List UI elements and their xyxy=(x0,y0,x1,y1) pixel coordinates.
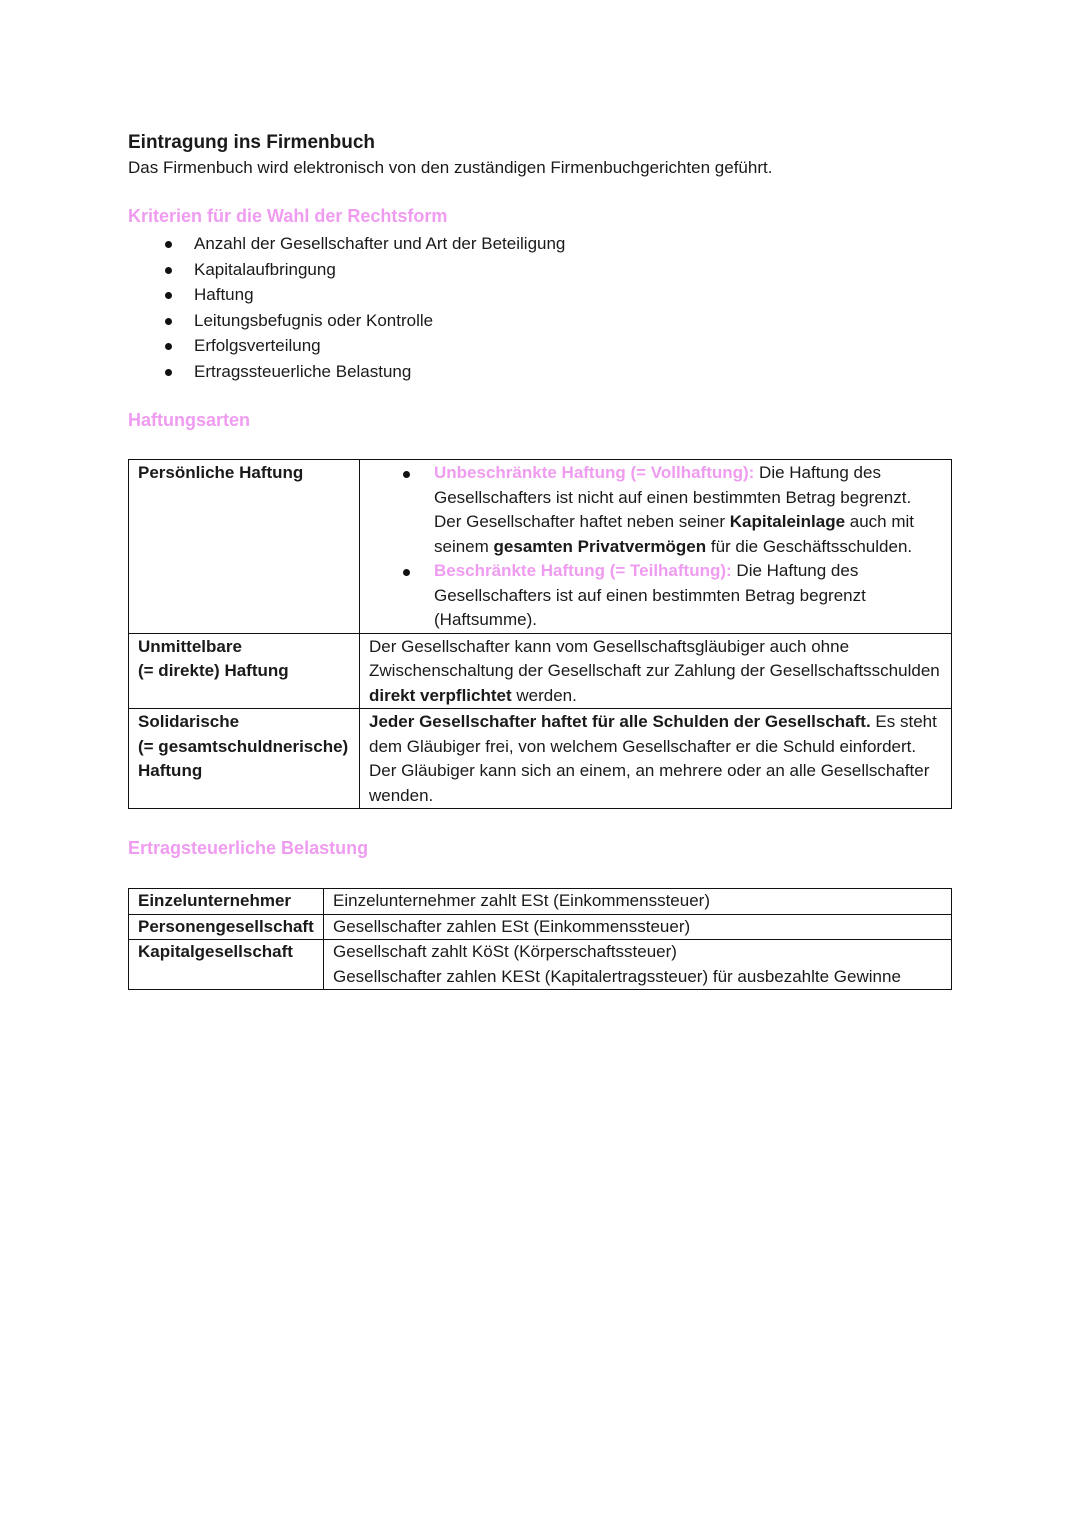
ertragsteuer-table xyxy=(128,888,952,990)
criteria-list xyxy=(128,231,952,384)
term-beschraenkt: Beschränkte Haftung (= Teilhaftung): xyxy=(434,561,732,580)
table-row xyxy=(129,460,952,634)
term-unbeschraenkt: Unbeschränkte Haftung (= Vollhaftung): xyxy=(434,463,755,482)
row-label-unmittelbar xyxy=(129,633,360,709)
row-content: Gesellschafter zahlen ESt (Einkommenssteuer) xyxy=(324,914,952,940)
list-item: Ertragssteuerliche Belastung xyxy=(194,359,952,385)
firmenbuch-text: Das Firmenbuch wird elektronisch von den zuständigen Firmenbuchgerichten geführt. xyxy=(128,158,773,177)
cell-line: Gesellschafter zahlen KESt (Kapitalertragssteuer) für ausbezahlte Gewinne xyxy=(333,966,901,986)
row-content-persoenlich xyxy=(360,460,952,634)
row-content-unmittelbar xyxy=(360,633,952,709)
bold-privatvermoegen: gesamten Privatvermögen xyxy=(493,536,707,556)
row-label-solidarisch xyxy=(129,709,360,809)
text-span: Die Haftung des Gesellschafters ist auf einen bestimmten Betrag begrenzt (Haftsumme). xyxy=(434,561,866,629)
heading-ertragsteuer: Ertragsteuerliche Belastung xyxy=(128,838,369,858)
list-item: Anzahl der Gesellschafter und Art der Beteiligung xyxy=(194,231,952,257)
text-span: auch mit seinem xyxy=(434,512,915,556)
row-label: Einzelunternehmer xyxy=(129,889,324,915)
row-label: Personengesellschaft xyxy=(129,914,324,940)
section-title-firmenbuch: Eintragung ins Firmenbuch xyxy=(128,132,376,153)
row-content: Einzelunternehmer zahlt ESt (Einkommenssteuer) xyxy=(324,889,952,915)
text-span: werden. xyxy=(511,685,577,705)
haftung-bullets xyxy=(369,461,942,633)
list-item xyxy=(434,559,942,633)
cell-line: Gesellschaft zahlt KöSt (Körperschaftssteuer) xyxy=(333,942,677,961)
haftungsarten-table xyxy=(128,459,952,809)
text-span: für die Geschäftsschulden. xyxy=(706,536,913,556)
bold-direkt: direkt verpflichtet xyxy=(369,685,512,705)
heading-kriterien: Kriterien für die Wahl der Rechtsform xyxy=(128,206,448,226)
label-line: Unmittelbare xyxy=(138,636,242,656)
table-row xyxy=(129,914,952,940)
table-row xyxy=(129,940,952,990)
list-item: Leitungsbefugnis oder Kontrolle xyxy=(194,308,952,334)
heading-haftungsarten: Haftungsarten xyxy=(128,410,251,430)
text-span: Der Gesellschafter kann vom Gesellschaftsgläubiger auch ohne Zwischenschaltung der Gesellschaft zur Zahlung der Gesellschaftsschulden xyxy=(369,636,940,680)
row-content xyxy=(324,940,952,990)
row-label-persoenlich: Persönliche Haftung xyxy=(129,460,360,634)
list-item: Kapitalaufbringung xyxy=(194,257,952,283)
table-row xyxy=(129,709,952,809)
text-span: Es steht dem Gläubiger frei, von welchem Gesellschafter er die Schuld einfordert. Der Gläubiger kann sich an einem, an mehrere oder an alle Gesellschafter wenden. xyxy=(369,712,937,805)
row-label: Kapitalgesellschaft xyxy=(129,940,324,990)
list-item: Haftung xyxy=(194,282,952,308)
table-row xyxy=(129,633,952,709)
document-page xyxy=(128,130,952,990)
label-line: (= direkte) Haftung xyxy=(138,661,289,680)
table-row xyxy=(129,889,952,915)
list-item xyxy=(434,461,942,559)
label-line: (= gesamtschuldnerische) xyxy=(138,736,349,756)
label-line: Haftung xyxy=(138,761,203,780)
label-line: Solidarische xyxy=(138,712,240,731)
bold-jeder-gesellschafter: Jeder Gesellschafter haftet für alle Schulden der Gesellschaft. xyxy=(369,712,871,731)
row-content-solidarisch xyxy=(360,709,952,809)
list-item: Erfolgsverteilung xyxy=(194,333,952,359)
text-span: Die Haftung des Gesellschafters ist nicht auf einen bestimmten Betrag begrenzt. Der Gesellschafter haftet neben seiner xyxy=(434,463,912,531)
bold-kapitaleinlage: Kapitaleinlage xyxy=(729,512,846,531)
